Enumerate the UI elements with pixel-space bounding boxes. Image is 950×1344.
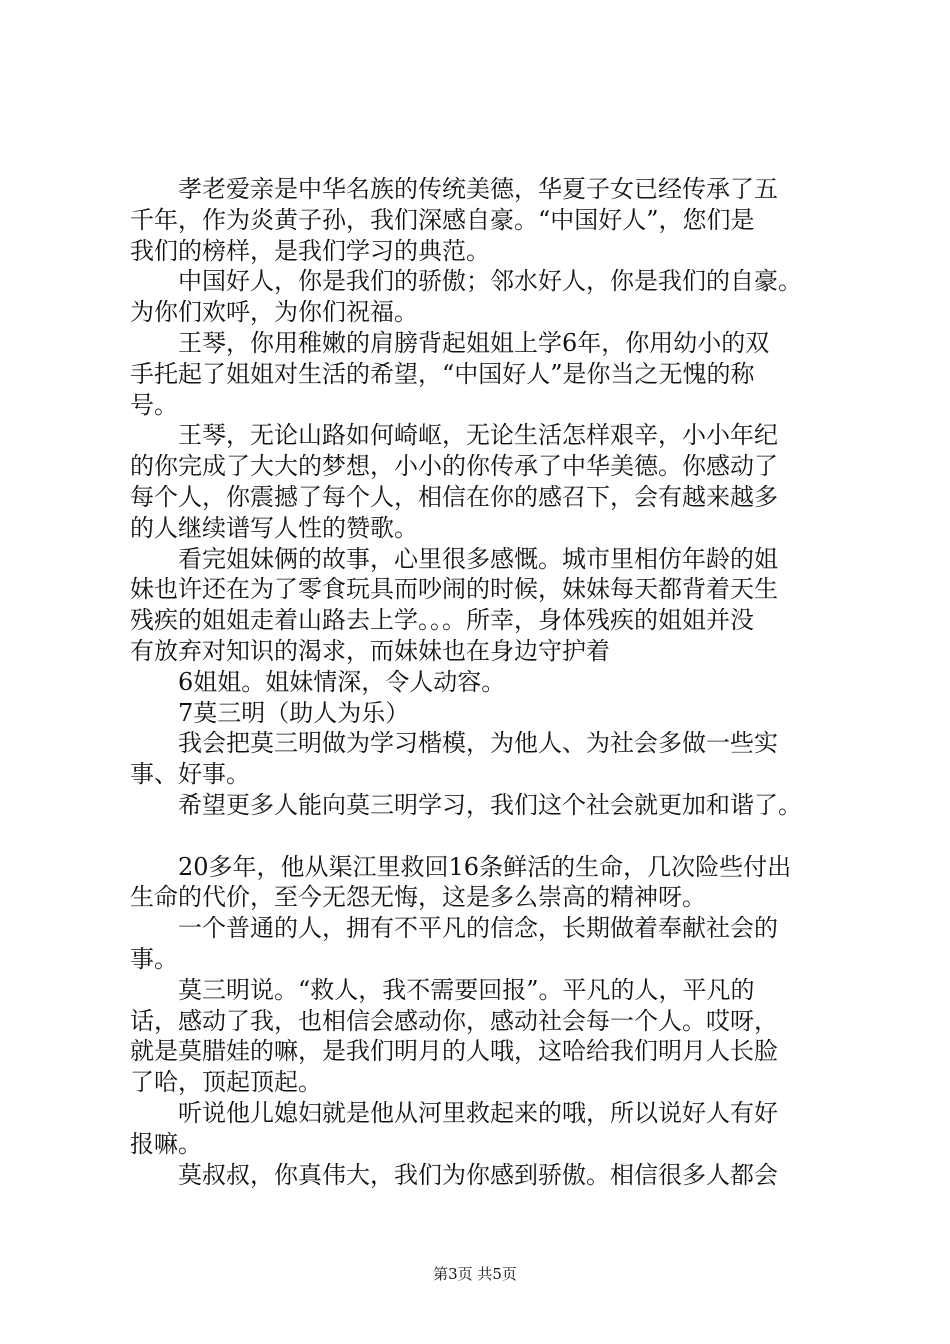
- document-body: [130, 174, 830, 1190]
- text-line: 的你完成了大大的梦想，小小的你传承了中华美德。你感动了: [130, 452, 778, 481]
- text-line: 报嘛。: [130, 1129, 202, 1158]
- text-line: 妹也许还在为了零食玩具而吵闹的时候，妹妹每天都背着天生: [130, 575, 778, 604]
- blank-line: [130, 821, 830, 852]
- text-line: 了哈，顶起顶起。: [130, 1068, 322, 1097]
- text-line: 王琴，无论山路如何崎岖，无论生活怎样艰辛，小小年纪: [178, 421, 778, 450]
- text-line: 千年，作为炎黄子孙，我们深感自豪。“中国好人”，您们是: [130, 205, 755, 234]
- text-line: 看完姐妹俩的故事，心里很多感慨。城市里相仿年龄的姐: [178, 544, 778, 573]
- text-line: 6姐姐。姐妹情深，令人动容。: [178, 667, 506, 696]
- section-heading: 7莫三明（助人为乐）: [178, 698, 410, 727]
- page-number-indicator: 第3页 共5页: [433, 1265, 517, 1283]
- text-line: 我会把莫三明做为学习楷模，为他人、为社会多做一些实: [178, 729, 778, 758]
- text-line: 一个普通的人，拥有不平凡的信念，长期做着奉献社会的: [178, 914, 778, 943]
- text-line: 号。: [130, 390, 178, 419]
- text-line: 事、好事。: [130, 760, 250, 789]
- text-line: 听说他儿媳妇就是他从河里救起来的哦，所以说好人有好: [178, 1098, 778, 1127]
- text-line: 的人继续谱写人性的赞歌。: [130, 513, 418, 542]
- text-line: 每个人，你震撼了每个人，相信在你的感召下，会有越来越多: [130, 482, 778, 511]
- page-footer: [0, 1264, 950, 1284]
- text-line: 中国好人，你是我们的骄傲；邻水好人，你是我们的自豪。: [178, 267, 802, 296]
- text-line: 为你们欢呼，为你们祝福。: [130, 298, 418, 327]
- text-line: 有放弃对知识的渴求，而妹妹也在身边守护着: [130, 636, 610, 665]
- text-line: 20多年，他从渠江里救回16条鲜活的生命，几次险些付出: [178, 852, 792, 881]
- text-line: 孝老爱亲是中华名族的传统美德，华夏子女已经传承了五: [178, 175, 778, 203]
- text-line: 话，感动了我，也相信会感动你，感动社会每一个人。哎呀，: [130, 1006, 778, 1035]
- text-line: 就是莫腊娃的嘛，是我们明月的人哦，这哈给我们明月人长脸: [130, 1037, 778, 1066]
- text-line: 残疾的姐姐走着山路去上学。。。所幸，身体残疾的姐姐并没: [130, 606, 754, 635]
- text-line: 手托起了姐姐对生活的希望，“中国好人”是你当之无愧的称: [130, 359, 755, 388]
- text-line: 我们的榜样，是我们学习的典范。: [130, 236, 490, 265]
- text-line: 莫三明说。“救人，我不需要回报”。平凡的人，平凡的: [178, 975, 755, 1004]
- text-line: 莫叔叔，你真伟大，我们为你感到骄傲。相信很多人都会: [178, 1160, 778, 1189]
- text-line: 事。: [130, 944, 178, 973]
- text-line: 希望更多人能向莫三明学习，我们这个社会就更加和谐了。: [178, 790, 802, 819]
- text-line: 生命的代价，至今无怨无悔，这是多么崇高的精神呀。: [130, 883, 706, 912]
- text-line: 王琴，你用稚嫩的肩膀背起姐姐上学6年，你用幼小的双: [178, 328, 770, 357]
